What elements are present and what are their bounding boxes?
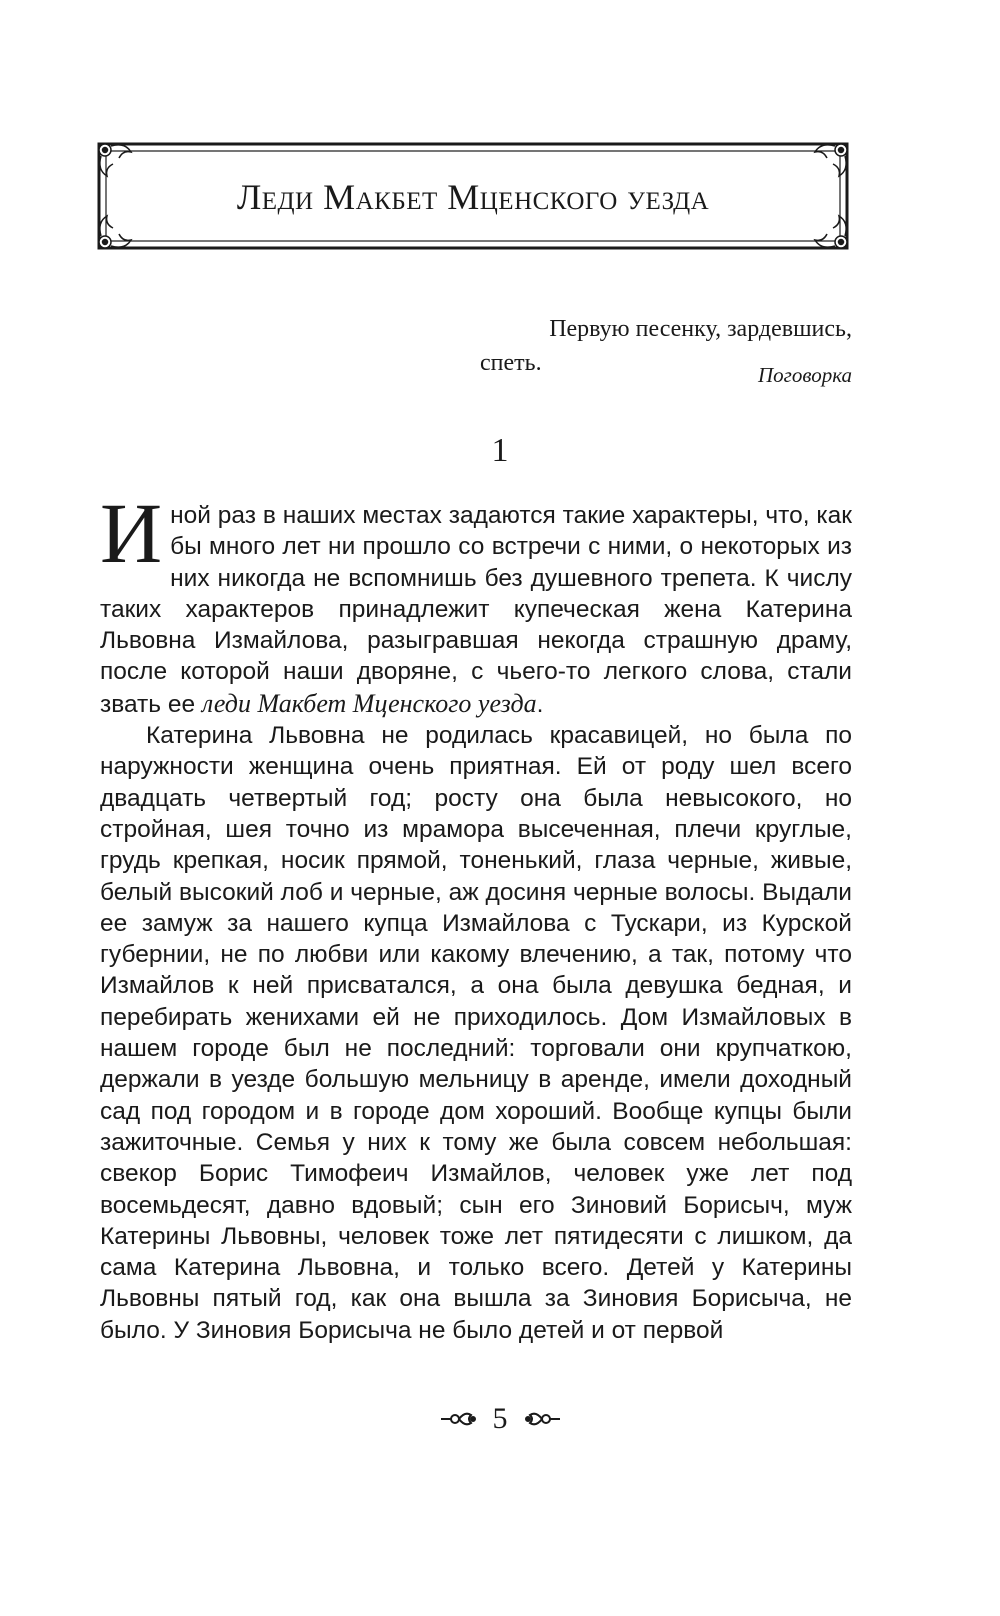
paragraph-1-end: . [536,690,544,718]
left-ornament-icon [439,1408,479,1430]
page-number: 5 [492,1402,508,1435]
page-footer [0,1402,1000,1436]
right-ornament-icon [522,1408,562,1430]
drop-cap: И [100,485,163,581]
epigraph-line-1: Первую песенку, зардевшись, [549,316,852,342]
body-text [100,485,852,1346]
paragraph-1-text: ной раз в наших местах задаются такие характеры, что, как бы много лет ни прошло со встречи с ними, о некоторых из них никогда не вспомнишь без душевного трепета. К числу таких характеров принадлежит купеческая жена Катерина Львовна Измайлова, разыгравшая некогда страшную драму, после которой наши дворяне, с чьего-то легкого слова, стали звать ее [100,502,852,718]
chapter-number: 1 [491,432,509,469]
paragraph-1 [100,485,852,720]
epigraph-line-2: спеть. [480,350,542,376]
epigraph-source: Поговорка [758,363,852,387]
title-frame [93,138,853,254]
epigraph [480,312,852,387]
paragraph-2: Катерина Львовна не родилась красавицей, но была по наружности женщина очень приятная. Ей от роду шел всего двадцать четвертый год; росту она была невысокого, но стройная, шея точно из мрамора высеченная, плечи круглые, грудь крепкая, носик прямой, тоненький, глаза черные, живые, белый высокий лоб и черные, аж досиня черные волосы. Выдали ее замуж за нашего купца Измайлова с Тускари, из Курской губернии, не по любви или какому влечению, а так, потому что Измайлов к ней присватался, а она была девушка бедная, и перебирать женихами ей не приходилось. Дом Измайловых в нашем городе был не последний: торговали они крупчаткою, держали в уезде большую мельницу в аренде, имели доходный сад под городом и в городе дом хороший. Вообще купцы были зажиточные. Семья у них к тому же была совсем небольшая: свекор Борис Тимофеич Измайлов, человек уже лет под восемьдесят, давно вдовый; сын его Зиновий Борисыч, муж Катерины Львовны, человек тоже лет пятидесяти с лишком, да сама Катерина Львовна, и только всего. Детей у Катерины Львовны пятый год, как она вышла за Зиновия Борисыча, не было. У Зиновия Борисыча не было детей и от первой [100,722,852,1344]
italic-phrase: леди Макбет Мценского уезда [201,688,537,718]
page-title: Леди Макбет Мценского уезда [236,177,710,217]
